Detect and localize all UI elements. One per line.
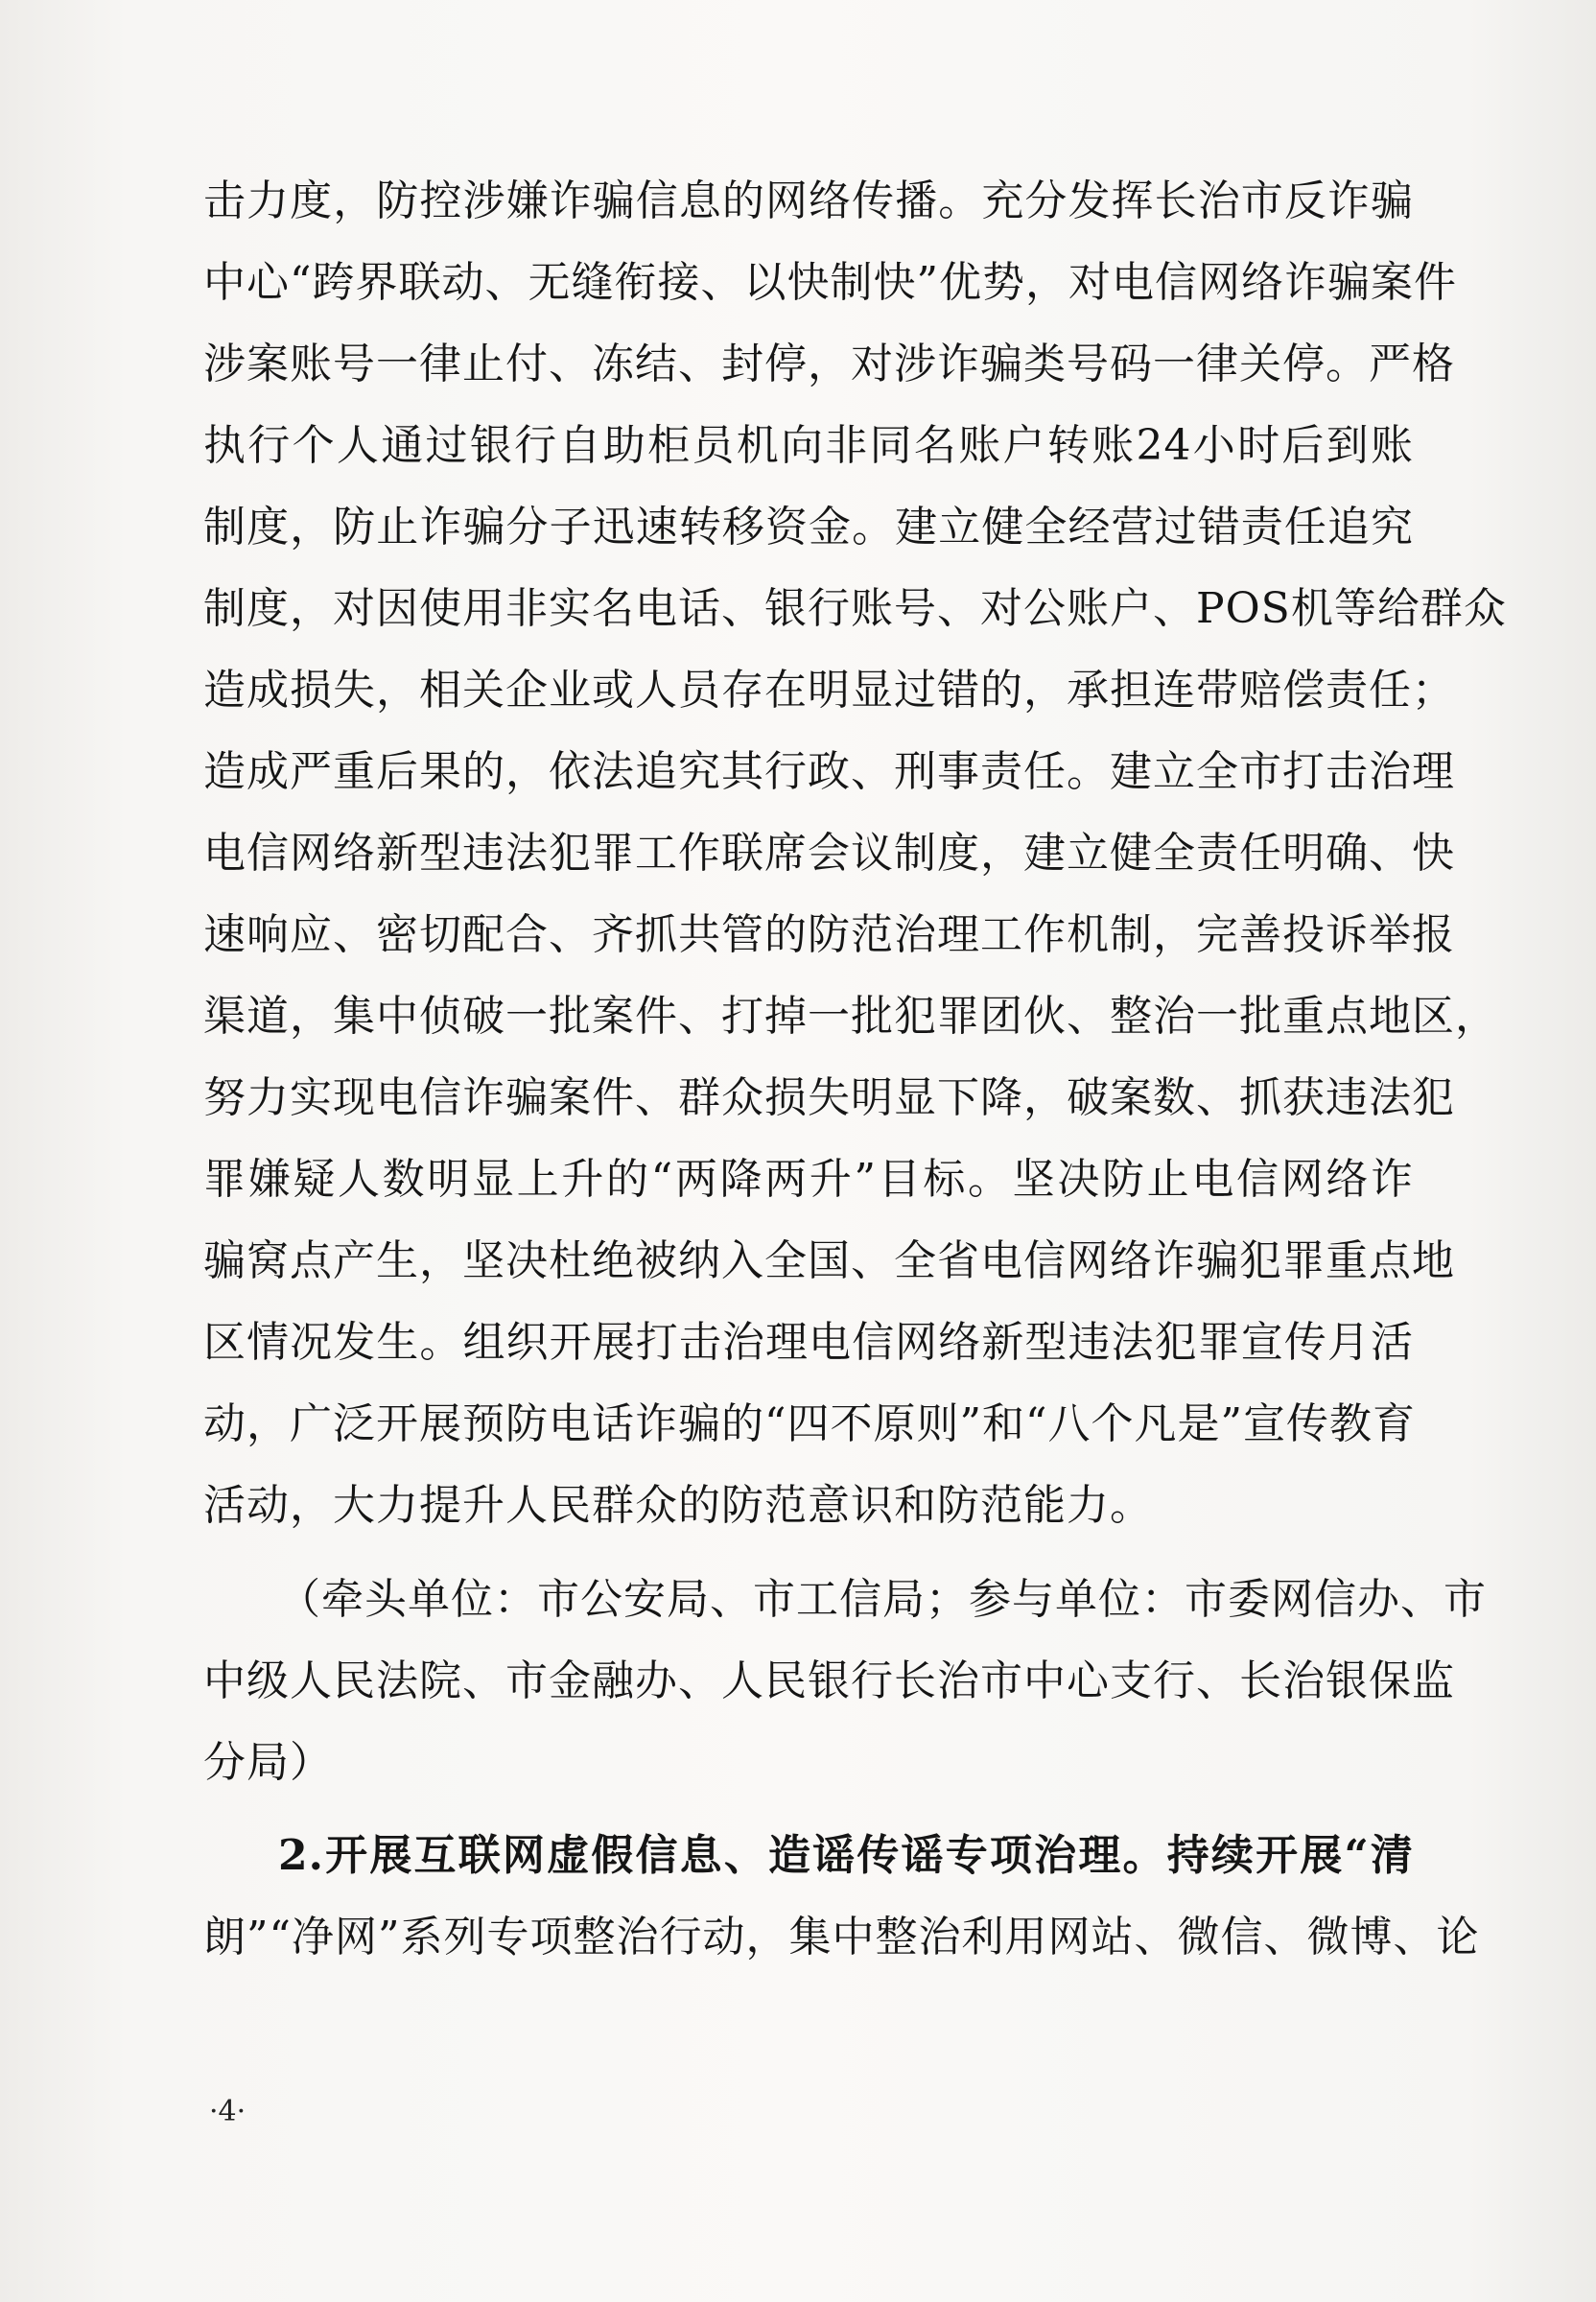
text-line: 骗窝点产生，坚决杜绝被纳入全国、全省电信网络诈骗犯罪重点地 bbox=[203, 1236, 1455, 1285]
text-line: 制度，防止诈骗分子迅速转移资金。建立健全经营过错责任追究 bbox=[203, 503, 1414, 552]
page-number: ·4· bbox=[209, 2095, 246, 2128]
text-line: 渠道，集中侦破一批案件、打掉一批犯罪团伙、整治一批重点地区， bbox=[203, 992, 1498, 1041]
text-line: 罪嫌疑人数明显上升的“两降两升”目标。坚决防止电信网络诈 bbox=[203, 1155, 1414, 1204]
text-line: 中级人民法院、市金融办、人民银行长治市中心支行、长治银保监 bbox=[203, 1656, 1455, 1705]
text-line: 努力实现电信诈骗案件、群众损失明显下降，破案数、抓获违法犯 bbox=[203, 1073, 1455, 1122]
text-line: 区情况发生。组织开展打击治理电信网络新型违法犯罪宣传月活 bbox=[203, 1318, 1414, 1367]
text-line: 执行个人通过银行自助柜员机向非同名账户转账24小时后到账 bbox=[203, 421, 1414, 470]
text-line: （牵头单位：市公安局、市工信局；参与单位：市委网信办、市 bbox=[278, 1575, 1487, 1624]
text-line: 涉案账号一律止付、冻结、封停，对涉诈骗类号码一律关停。严格 bbox=[203, 340, 1455, 388]
text-line: 电信网络新型违法犯罪工作联席会议制度，建立健全责任明确、快 bbox=[203, 829, 1455, 878]
text-line: 动，广泛开展预防电话诈骗的“四不原则”和“八个凡是”宣传教育 bbox=[203, 1399, 1416, 1448]
text-line: 速响应、密切配合、齐抓共管的防范治理工作机制，完善投诉举报 bbox=[203, 910, 1455, 959]
text-line: 制度，对因使用非实名电话、银行账号、对公账户、POS机等给群众 bbox=[203, 584, 1507, 633]
text-line: 造成损失，相关企业或人员存在明显过错的，承担连带赔偿责任； bbox=[203, 666, 1455, 715]
text-line: 造成严重后果的，依法追究其行政、刑事责任。建立全市打击治理 bbox=[203, 747, 1455, 796]
text-line: 中心“跨界联动、无缝衔接、以快制快”优势，对电信网络诈骗案件 bbox=[203, 258, 1457, 307]
text-line: 活动，大力提升人民群众的防范意识和防范能力。 bbox=[203, 1481, 1153, 1530]
text-line: 2.开展互联网虚假信息、造谣传谣专项治理。持续开展“清 bbox=[278, 1831, 1414, 1880]
text-line: 朗”“净网”系列专项整治行动，集中整治利用网站、微信、微博、论 bbox=[203, 1913, 1480, 1961]
text-line: 击力度，防控涉嫌诈骗信息的网络传播。充分发挥长治市反诈骗 bbox=[203, 176, 1414, 225]
text-line: 分局） bbox=[203, 1738, 333, 1787]
